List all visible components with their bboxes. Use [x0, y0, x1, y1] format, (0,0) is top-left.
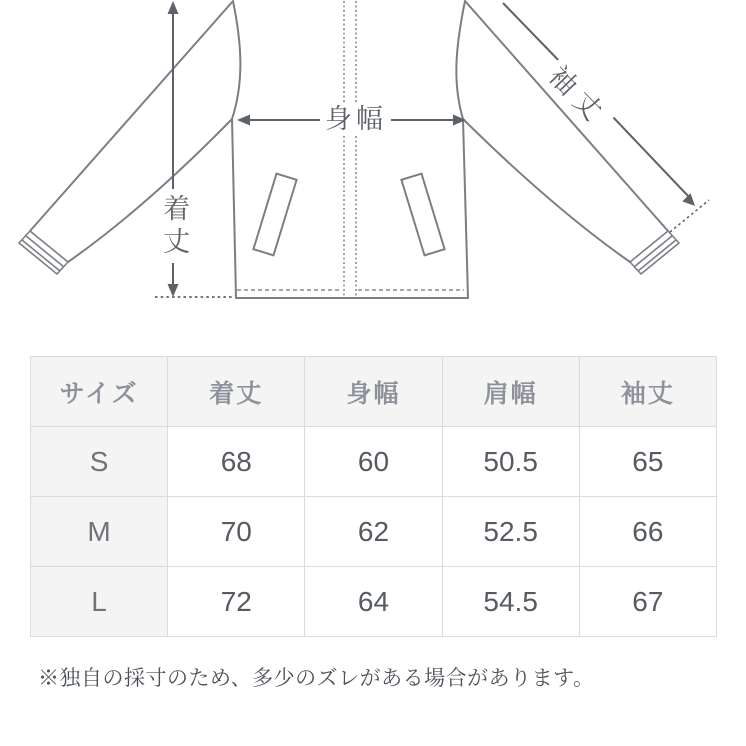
- cell-m-shoulder-width: 52.5: [442, 497, 579, 567]
- cell-m-sleeve-length: 66: [579, 497, 716, 567]
- cell-s-body-width: 60: [305, 427, 442, 497]
- table-header-row: [31, 357, 717, 427]
- jacket-diagram-svg: [0, 0, 746, 346]
- zipper-stitch-lines: [344, 1, 356, 297]
- cell-s-sleeve-length: 65: [579, 427, 716, 497]
- right-pocket: [401, 174, 444, 256]
- table-row: [31, 567, 717, 637]
- cell-m-body-width: 62: [305, 497, 442, 567]
- measurement-note: ※独自の採寸のため、多少のズレがある場合があります。: [38, 667, 595, 690]
- table-row: [31, 497, 717, 567]
- col-header-length: 着丈: [168, 357, 305, 427]
- col-header-body-width: 身幅: [305, 357, 442, 427]
- cuff-dotted-extension-line: [670, 200, 709, 232]
- table-row: [31, 427, 717, 497]
- col-header-sleeve-length: 袖丈: [579, 357, 716, 427]
- diagram-label-sleeve-length: 袖丈: [539, 57, 617, 136]
- cell-m-length: 70: [168, 497, 305, 567]
- diagram-label-body-width: 身幅: [321, 104, 391, 135]
- cell-l-sleeve-length: 67: [579, 567, 716, 637]
- row-label-l: L: [31, 567, 168, 637]
- diagram-label-length: 着丈: [158, 191, 189, 263]
- jacket-diagram: [0, 0, 746, 346]
- cell-s-shoulder-width: 50.5: [442, 427, 579, 497]
- right-cuff: [630, 231, 679, 274]
- cell-l-body-width: 64: [305, 567, 442, 637]
- left-cuff: [19, 231, 68, 274]
- cell-s-length: 68: [168, 427, 305, 497]
- col-header-size: サイズ: [31, 357, 168, 427]
- col-header-shoulder-width: 肩幅: [442, 357, 579, 427]
- row-label-m: M: [31, 497, 168, 567]
- size-table: [30, 356, 717, 637]
- cell-l-length: 72: [168, 567, 305, 637]
- left-pocket: [253, 174, 296, 256]
- left-sleeve-outline: [30, 1, 233, 262]
- right-sleeve-outline: [463, 1, 668, 262]
- row-label-s: S: [31, 427, 168, 497]
- cell-l-shoulder-width: 54.5: [442, 567, 579, 637]
